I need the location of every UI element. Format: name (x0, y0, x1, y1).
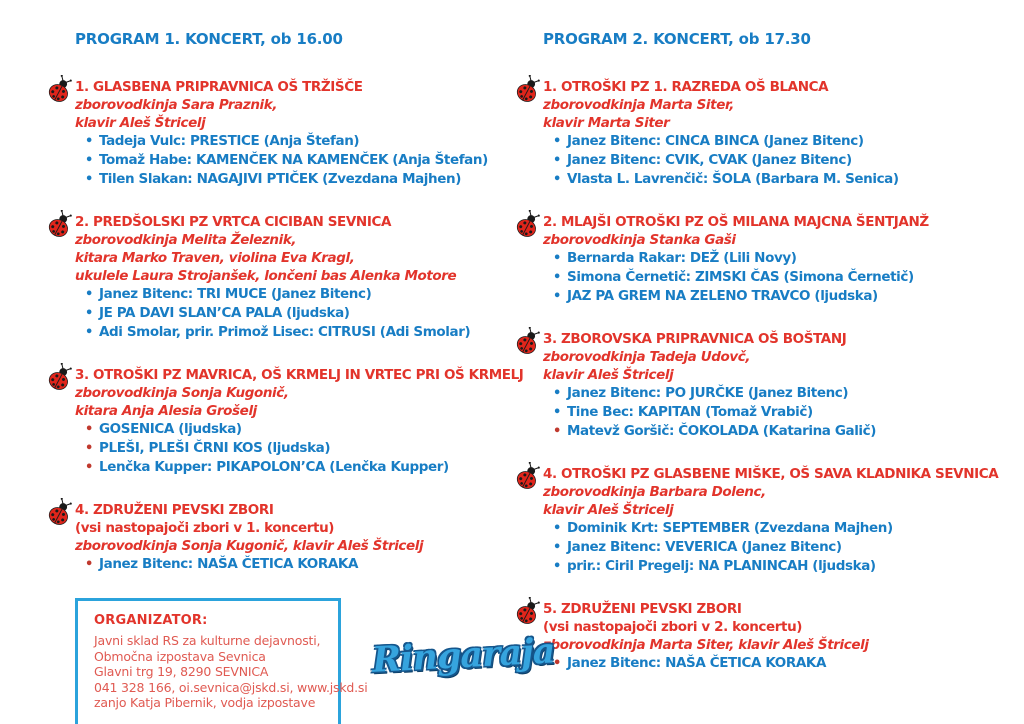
song-title: GOSENICA (ljudska) (99, 421, 242, 437)
song-title: Matevž Goršič: ČOKOLADA (Katarina Galič) (567, 423, 877, 439)
song-title: Janez Bitenc: NAŠA ČETICA KORAKA (567, 655, 827, 671)
conductor-line: zborovodkinja Tadeja Udovč, (543, 349, 751, 365)
song-title: JE PA DAVI SLAN’CA PALA (ljudska) (99, 305, 350, 321)
conductor-line: kitara Marko Traven, violina Eva Kragl, (75, 250, 355, 266)
song-item (543, 170, 1018, 189)
song-title: Bernarda Rakar: DEŽ (Lili Novy) (567, 250, 797, 266)
song-item (75, 304, 513, 323)
bullet-icon: • (85, 460, 94, 475)
song-title: PLEŠI, PLEŠI ČRNI KOS (ljudska) (99, 440, 331, 456)
bullet-icon: • (85, 306, 94, 321)
program-2-title: PROGRAM 2. KONCERT, ob 17.30 (543, 30, 811, 48)
section-subtitle: (vsi nastopajoči zbori v 1. koncertu) (75, 520, 335, 536)
song-item (543, 519, 1018, 538)
bullet-icon: • (553, 424, 562, 439)
section-heading: 4. OTROŠKI PZ GLASBENE MIŠKE, OŠ SAVA KLADNIKA SEVNICA (543, 466, 999, 482)
program-section (513, 213, 1018, 306)
program-section (45, 213, 513, 342)
organizer-line: Javni sklad RS za kulturne dejavnosti, (94, 633, 321, 648)
bullet-icon: • (85, 134, 94, 149)
conductor-line: klavir Aleš Štricelj (543, 502, 674, 518)
organizer-box (75, 598, 368, 724)
bullet-icon: • (553, 289, 562, 304)
song-item (75, 151, 513, 170)
song-item (543, 132, 1018, 151)
section-heading: 1. OTROŠKI PZ 1. RAZREDA OŠ BLANCA (543, 79, 829, 95)
program-section (45, 501, 513, 574)
song-item (543, 403, 1018, 422)
song-item (75, 323, 513, 342)
song-title: Janez Bitenc: CVIK, CVAK (Janez Bitenc) (567, 152, 852, 168)
song-title: Dominik Krt: SEPTEMBER (Zvezdana Majhen) (567, 520, 893, 536)
song-title: Tilen Slakan: NAGAJIVI PTIČEK (Zvezdana Majhen) (99, 171, 461, 187)
conductor-line: kitara Anja Alesia Grošelj (75, 403, 257, 419)
program-section (513, 600, 1018, 673)
song-item (75, 555, 513, 574)
conductor-line: zborovodkinja Sonja Kugonič, klavir Aleš Štricelj (75, 538, 424, 554)
organizer-line: Območna izpostava Sevnica (94, 648, 266, 664)
song-title: Lenčka Kupper: PIKAPOLON’CA (Lenčka Kupper) (99, 459, 449, 475)
conductor-line: klavir Marta Siter (543, 115, 670, 131)
song-item (75, 132, 513, 151)
song-item (75, 439, 513, 458)
conductor-line: zborovodkinja Stanka Gaši (543, 232, 736, 248)
song-title: Janez Bitenc: PO JURČKE (Janez Bitenc) (567, 385, 849, 401)
bullet-icon: • (553, 405, 562, 420)
song-title: Tomaž Habe: KAMENČEK NA KAMENČEK (Anja Štefan) (99, 152, 488, 168)
conductor-line: zborovodkinja Sonja Kugonič, (75, 385, 289, 401)
section-heading: 2. MLAJŠI OTROŠKI PZ OŠ MILANA MAJCNA ŠENTJANŽ (543, 214, 929, 230)
conductor-line: klavir Aleš Štricelj (543, 367, 674, 383)
song-item (543, 287, 1018, 306)
conductor-line: zborovodkinja Melita Železnik, (75, 232, 297, 248)
ladybug-icon (513, 210, 543, 306)
program-1-sections (45, 78, 524, 574)
bullet-icon: • (553, 134, 562, 149)
song-title: Tine Bec: KAPITAN (Tomaž Vrabič) (567, 404, 813, 420)
section-subtitle: (vsi nastopajoči zbori v 2. koncertu) (543, 619, 803, 635)
bullet-icon: • (553, 270, 562, 285)
song-item (543, 268, 1018, 287)
song-title: Janez Bitenc: NAŠA ČETICA KORAKA (99, 556, 359, 572)
song-item (543, 384, 1018, 403)
section-heading: 5. ZDRUŽENI PEVSKI ZBORI (543, 601, 742, 617)
section-heading: 4. ZDRUŽENI PEVSKI ZBORI (75, 502, 274, 518)
section-heading: 3. OTROŠKI PZ MAVRICA, OŠ KRMELJ IN VRTEC PRI OŠ KRMELJ (75, 367, 524, 383)
ladybug-icon (513, 462, 543, 576)
conductor-line: zborovodkinja Sara Praznik, (75, 97, 278, 113)
bullet-icon: • (85, 287, 94, 302)
ringaraja-logo: Ringaraja (371, 630, 556, 681)
ladybug-icon (45, 363, 75, 477)
ladybug-icon (45, 210, 75, 342)
bullet-icon: • (85, 172, 94, 187)
ladybug-icon (45, 498, 75, 574)
program-section (45, 78, 513, 189)
bullet-icon: • (85, 422, 94, 437)
bullet-icon: • (553, 540, 562, 555)
section-heading: 1. GLASBENA PRIPRAVNICA OŠ TRŽIŠČE (75, 79, 363, 95)
organizer-line: zanjo Katja Pibernik, vodja izpostave (94, 695, 316, 710)
ladybug-icon (513, 75, 543, 189)
song-title: Adi Smolar, prir. Primož Lisec: CITRUSI (Adi Smolar) (99, 324, 471, 340)
song-item (543, 151, 1018, 170)
bullet-icon: • (553, 656, 562, 671)
organizer-title: ORGANIZATOR: (94, 613, 208, 628)
bullet-icon: • (85, 557, 94, 572)
bullet-icon: • (85, 153, 94, 168)
program-1-column (45, 30, 524, 724)
song-title: JAZ PA GREM NA ZELENO TRAVCO (ljudska) (567, 288, 878, 304)
conductor-line: zborovodkinja Marta Siter, klavir Aleš Štricelj (543, 637, 869, 653)
song-item (75, 458, 513, 477)
organizer-line: Glavni trg 19, 8290 SEVNICA (94, 664, 269, 679)
program-section (513, 465, 1018, 576)
song-title: prir.: Ciril Pregelj: NA PLANINCAH (ljudska) (567, 558, 876, 574)
song-title: Simona Černetič: ZIMSKI ČAS (Simona Černetič) (567, 269, 914, 285)
song-item (543, 654, 1018, 673)
organizer-line: 041 328 166, oi.sevnica@jskd.si, www.jskd.si (94, 679, 368, 695)
program-section (513, 78, 1018, 189)
section-heading: 3. ZBOROVSKA PRIPRAVNICA OŠ BOŠTANJ (543, 331, 847, 347)
organizer-lines (94, 633, 368, 711)
bullet-icon: • (85, 325, 94, 340)
ladybug-icon (45, 75, 75, 189)
song-title: Janez Bitenc: CINCA BINCA (Janez Bitenc) (567, 133, 864, 149)
song-item (75, 420, 513, 439)
program-2-column (513, 30, 1018, 697)
program-section (45, 366, 524, 477)
song-item (543, 422, 1018, 441)
conductor-line: ukulele Laura Strojanšek, lončeni bas Alenka Motore (75, 268, 457, 284)
song-title: Janez Bitenc: VEVERICA (Janez Bitenc) (567, 539, 842, 555)
song-item (543, 249, 1018, 268)
section-heading: 2. PREDŠOLSKI PZ VRTCA CICIBAN SEVNICA (75, 214, 391, 230)
conductor-line: zborovodkinja Barbara Dolenc, (543, 484, 766, 500)
bullet-icon: • (553, 153, 562, 168)
bullet-icon: • (553, 386, 562, 401)
program-2-sections (513, 78, 1018, 673)
conductor-line: zborovodkinja Marta Siter, (543, 97, 734, 113)
bullet-icon: • (553, 521, 562, 536)
bullet-icon: • (553, 559, 562, 574)
song-item (75, 285, 513, 304)
song-item (543, 557, 1018, 576)
song-item (543, 538, 1018, 557)
ladybug-icon (513, 327, 543, 441)
program-1-title: PROGRAM 1. KONCERT, ob 16.00 (75, 30, 343, 48)
song-title: Tadeja Vulc: PRESTICE (Anja Štefan) (99, 133, 360, 149)
bullet-icon: • (85, 441, 94, 456)
song-title: Janez Bitenc: TRI MUCE (Janez Bitenc) (99, 286, 372, 302)
song-item (75, 170, 513, 189)
bullet-icon: • (553, 251, 562, 266)
bullet-icon: • (553, 172, 562, 187)
song-title: Vlasta L. Lavrenčič: ŠOLA (Barbara M. Senica) (567, 171, 899, 187)
conductor-line: klavir Aleš Štricelj (75, 115, 206, 131)
program-section (513, 330, 1018, 441)
